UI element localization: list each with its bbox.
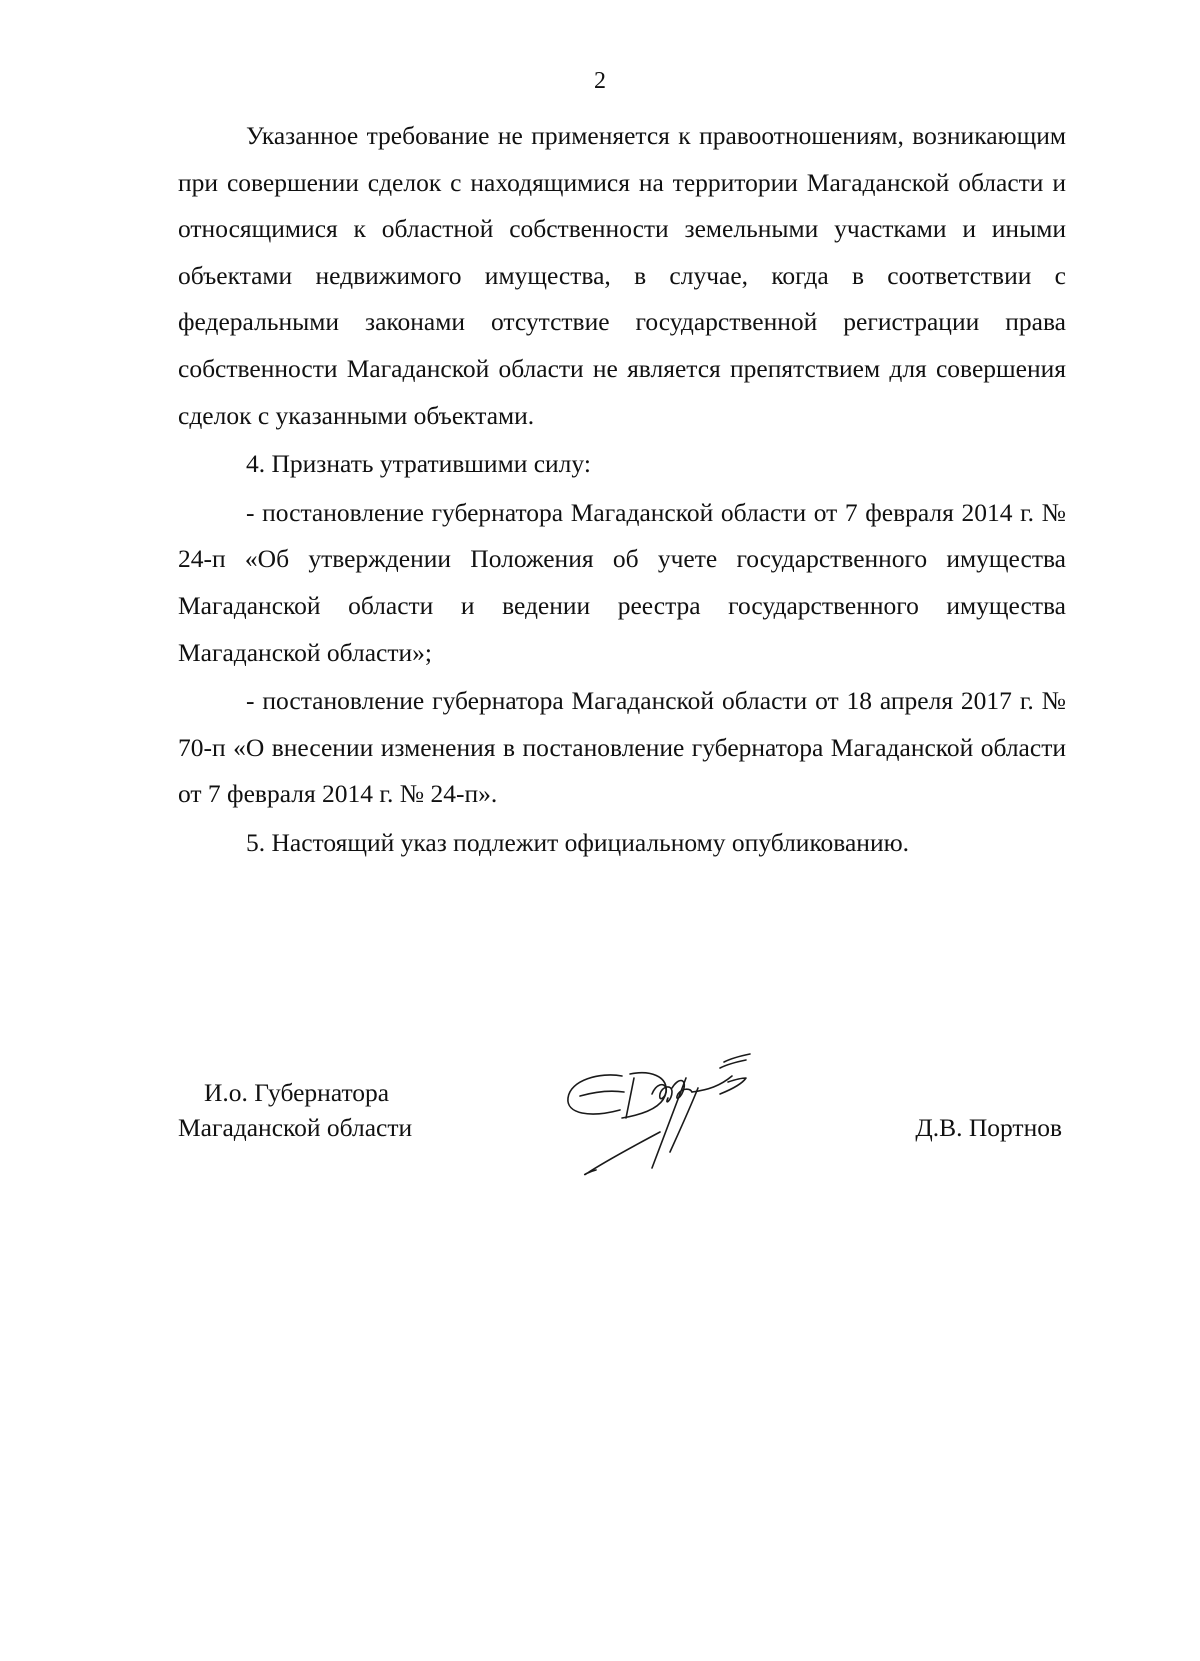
paragraph-item-5-publication: 5. Настоящий указ подлежит официальному опубликованию. <box>246 827 910 857</box>
document-body <box>178 113 1066 867</box>
signatory-region: Магаданской области <box>178 1113 413 1142</box>
signatory-title: И.о. Губернатора <box>204 1078 390 1107</box>
signatory-position <box>178 1075 412 1145</box>
handwritten-signature-icon <box>560 1048 770 1180</box>
paragraph-repealed-act-2017: - постановление губернатора Магаданской области от 18 апреля 2017 г. № 70-п «О внесении изменения в постановление губернатора Магаданской области от 7 февраля 2014 г. № 24-п». <box>178 686 1066 809</box>
paragraph-repealed-act-2014: - постановление губернатора Магаданской области от 7 февраля 2014 г. № 24-п «Об утверждении Положения об учете государственного имущества Магаданской области и ведении реестра государственного имущества Магаданской области»; <box>178 497 1066 667</box>
signatory-name: Д.В. Портнов <box>915 1113 1062 1142</box>
paragraph-requirement-exception: Указанное требование не применяется к правоотношениям, возникающим при совершении сделок с находящимися на территории Магаданской области и относящимися к областной собственности земельными участками и иными объектами недвижимого имущества, в случае, когда в соответствии с федеральными законами отсутствие государственной регистрации права собственности Магаданской области не является препятствием для совершения сделок с указанными объектами. <box>178 121 1066 430</box>
paragraph-item-4-heading: 4. Признать утратившими силу: <box>246 449 591 479</box>
page-number: 2 <box>594 68 606 94</box>
